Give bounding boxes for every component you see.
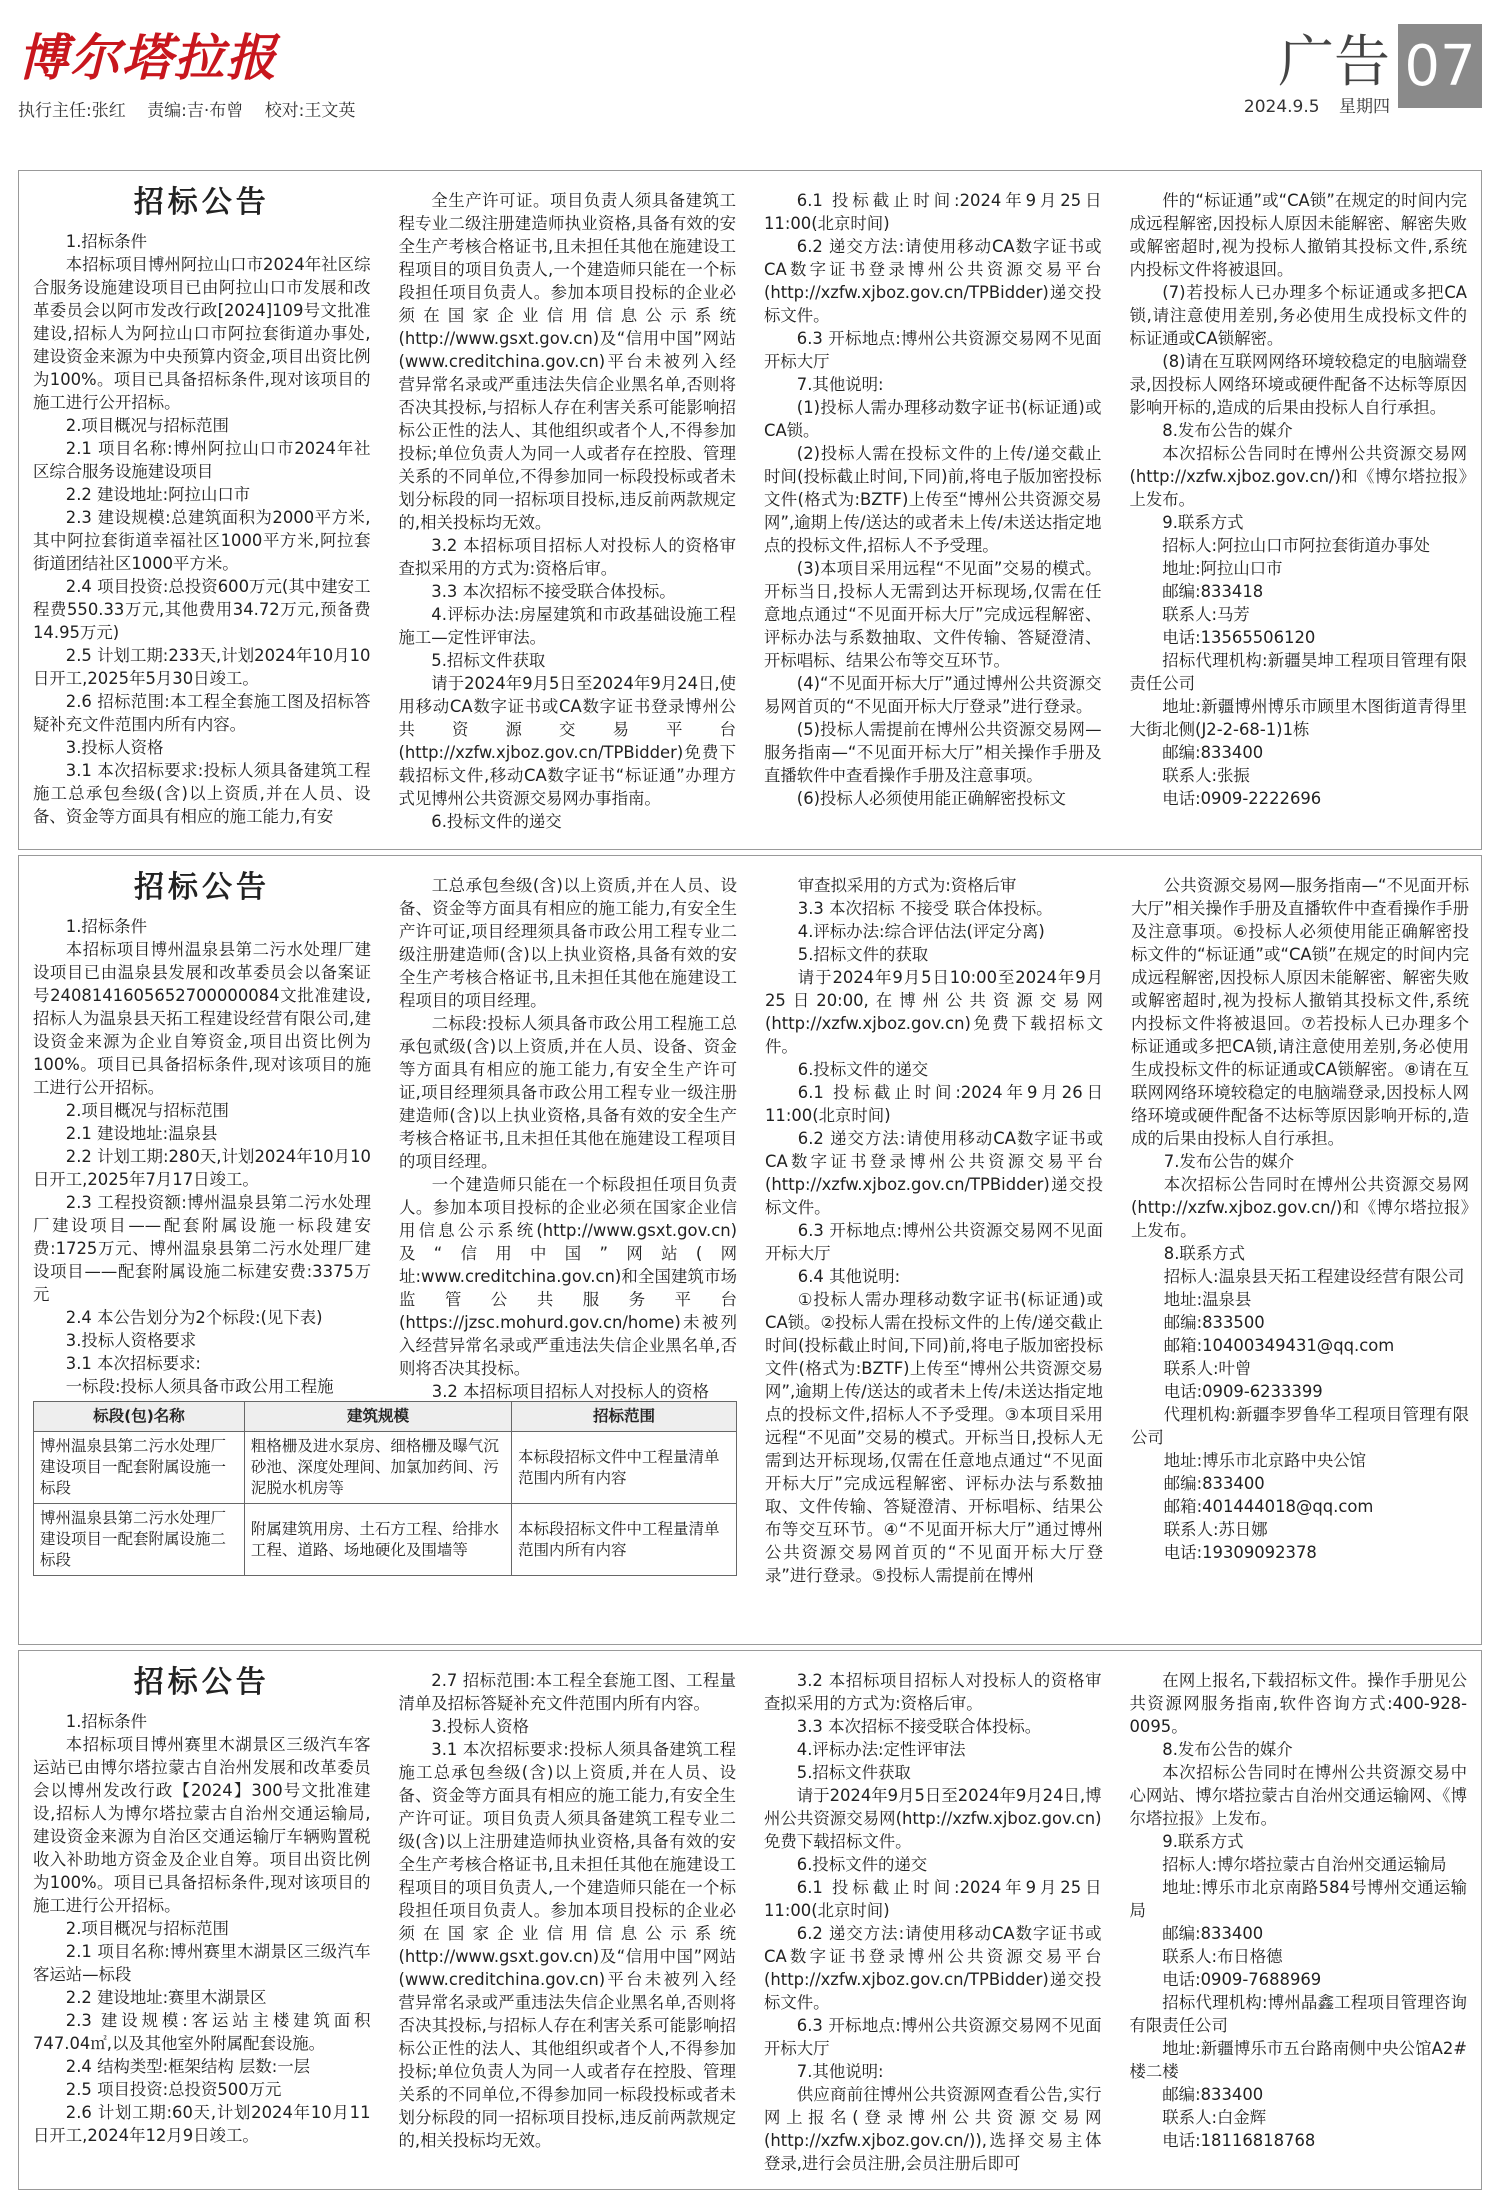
paragraph: 2.3 建设规模:客运站主楼建筑面积747.04㎡,以及其他室外附属配套设施。	[33, 2011, 371, 2053]
paragraph: (5)投标人需提前在博州公共资源交易网—服务指南—“不见面开标大厅”相关操作手册及直播软件中查看操作手册及注意事项。	[764, 720, 1102, 785]
paragraph: 1.招标条件	[65, 917, 147, 936]
paragraph: 3.1 本次招标要求:投标人须具备建筑工程施工总承包叁级(含)以上资质,并在人员、设备、资金等方面具有相应的施工能力,有安全生产许可证。项目负责人须具备建筑工程专业二级(含)以上注册建造师执业资格,具备有效的安全生产考核合格证书,且未担任其他在施建设工程项目的项目负责人,一个建造师只能在一个标段担任项目负责人。参加本项目投标的企业必须在国家企业信用信息公示系统(http://www.gsxt.gov.cn)及“信用中国”网站(www.creditchina.gov.cn)平台未被列入经营异常名录或严重违法失信企业黑名单,否则将否决其投标,与招标人存在利害关系可能影响招标公正性的法人、其他组织或者个人,不得参加投标;单位负责人为同一人或者存在控股、管理关系的不同单位,不得参加同一标段投标或者未划分标段的同一招标项目投标,违反前两款规定的,相关投标均无效。	[398, 1740, 736, 2150]
paragraph: 在网上报名,下载招标文件。操作手册见公共资源网服务指南,软件咨询方式:400-928-0095。	[1129, 1671, 1467, 1736]
tender-notice-1	[18, 170, 1482, 850]
credit-director: 执行主任:张红	[18, 101, 126, 121]
weekday: 星期四	[1339, 97, 1390, 117]
paragraph: 本招标项目博州温泉县第二污水处理厂建设项目已由温泉县发展和改革委员会以备案证号2408141605652700000084文批准建设,招标人为温泉县天拓工程建设经营有限公司,建设资金来源为企业自筹资金,项目出资比例为100%。项目已具备招标条件,现对该项目的施工进行公开招标。	[33, 940, 371, 1097]
paragraph: 2.3 工程投资额:博州温泉县第二污水处理厂建设项目——配套附属设施一标段建安费:1725万元、博州温泉县第二污水处理厂建设项目——配套附属设施二标建安费:3375万元	[33, 1193, 371, 1304]
paragraph: (1)投标人需办理移动数字证书(标证通)或CA锁。	[764, 398, 1102, 440]
paragraph: 公共资源交易网—服务指南—“不见面开标大厅”相关操作手册及直播软件中查看操作手册及注意事项。⑥投标人必须使用能正确解密投标文件的“标证通”或“CA锁”在规定的时间内完成远程解密,因投标人原因未能解密、解密失败或解密超时,视为投标人撤销其投标文件,系统内投标文件将被退回。⑦若投标人已办理多个标证通或多把CA锁,请注意使用差别,务必使用生成投标文件的标证通或CA锁解密。⑧请在互联网网络环境较稳定的电脑端登录,因投标人网络环境或硬件配备不达标等原因影响开标的,造成的后果由投标人自行承担。	[1131, 876, 1469, 1148]
paragraph: 6.1 投标截止时间:2024年9月26日11:00(北京时间)	[765, 1083, 1103, 1125]
paragraph: 本次招标公告同时在博州公共资源交易中心网站、博尔塔拉蒙古自治州交通运输网、《博尔塔拉报》上发布。	[1129, 1763, 1467, 1828]
paragraph: 2.3 建设规模:总建筑面积为2000平方米,其中阿拉套街道幸福社区1000平方米,阿拉套街道团结社区1000平方米。	[33, 508, 371, 573]
paragraph: 请于2024年9月5日10:00至2024年9月25日20:00,在博州公共资源交易网(http://xzfw.xjboz.gov.cn)免费下载招标文件。	[765, 968, 1103, 1056]
paragraph: 电话:0909-7688969	[1162, 1970, 1322, 1989]
lot-scale-cell: 粗格栅及进水泵房、细格栅及曝气沉砂池、深度处理间、加氯加药间、污泥脱水机房等	[244, 1432, 511, 1504]
paragraph: 2.1 项目名称:博州阿拉山口市2024年社区综合服务设施建设项目	[33, 439, 371, 481]
page-number: 07	[1398, 24, 1482, 108]
paragraph: 邮编:833500	[1163, 1313, 1265, 1332]
paragraph: 2.4 项目投资:总投资600万元(其中建安工程费550.33万元,其他费用34.72万元,预备费14.95万元)	[33, 577, 371, 642]
paragraph: 6.2 递交方法:请使用移动CA数字证书或CA数字证书登录博州公共资源交易平台(http://xzfw.xjboz.gov.cn/TPBidder)递交投标文件。	[764, 1924, 1102, 2012]
paragraph: 招标人:博尔塔拉蒙古自治州交通运输局	[1162, 1855, 1447, 1874]
paragraph: 电话:0909-6233399	[1163, 1382, 1323, 1401]
paragraph: 2.2 计划工期:280天,计划2024年10月10日开工,2025年7月17日竣工。	[33, 1147, 371, 1189]
paragraph: 5.招标文件获取	[796, 1763, 911, 1782]
paragraph: 邮箱:401444018@qq.com	[1163, 1497, 1374, 1516]
paragraph: 9.联系方式	[1162, 513, 1244, 532]
lot-table-header: 标段(包)名称	[34, 1402, 245, 1432]
lot-table-header: 建筑规模	[244, 1402, 511, 1432]
paragraph: 请于2024年9月5日至2024年9月24日,博州公共资源交易网(http://xzfw.xjboz.gov.cn)免费下载招标文件。	[764, 1786, 1102, 1851]
paragraph: ①投标人需办理移动数字证书(标证通)或CA锁。②投标人需在投标文件的上传/递交截止时间(投标截止时间,下同)前,将电子版加密投标文件(格式为:BZTF)上传至“博州公共资源交易网”,逾期上传/送达的或者未上传/未送达指定地点的投标文件,招标人不予受理。③本项目采用远程“不见面”交易的模式。开标当日,投标人无需到达开标现场,仅需在任意地点通过“不见面开标大厅”完成远程解密、评标办法与系数抽取、文件传输、答疑澄清、开标唱标、结果公布等交互环节。④“不见面开标大厅”通过博州公共资源交易网首页的“不见面开标大厅登录”进行登录。⑤投标人需提前在博州	[765, 1290, 1103, 1585]
notice-2-column-3	[751, 856, 1117, 1644]
lot-name-cell: 博州温泉县第二污水处理厂建设项目一配套附属设施二标段	[34, 1504, 245, 1576]
paragraph: 工总承包叁级(含)以上资质,并在人员、设备、资金等方面具有相应的施工能力,有安全生产许可证,项目经理须具备市政公用工程专业二级注册建造师(含)以上执业资格,具备有效的安全生产考核合格证书,且未担任其他在施建设工程项目的项目经理。	[399, 876, 737, 1010]
paragraph: 7.发布公告的媒介	[1163, 1152, 1295, 1171]
paragraph: 1.招标条件	[65, 232, 147, 251]
paragraph: 4.评标办法:综合评估法(评定分离)	[797, 922, 1045, 941]
notice-2-column-2	[385, 856, 751, 1401]
paragraph: 2.1 建设地址:温泉县	[65, 1124, 218, 1143]
notice-title: 招标公告	[134, 870, 270, 905]
paragraph: 本招标项目博州赛里木湖景区三级汽车客运站已由博尔塔拉蒙古自治州发展和改革委员会以博州发改行政【2024】300号文批准建设,招标人为博尔塔拉蒙古自治州交通运输局,建设资金来源为自治区交通运输厅车辆购置税收入补助地方资金及企业自筹。项目出资比例为100%。项目已具备招标条件,现对该项目的施工进行公开招标。	[33, 1735, 371, 1915]
paragraph: 3.投标人资格	[65, 738, 164, 757]
paragraph: 电话:18116818768	[1162, 2131, 1316, 2150]
paragraph: 2.2 建设地址:赛里木湖景区	[65, 1988, 267, 2007]
paragraph: 2.7 招标范围:本工程全套施工图、工程量清单及招标答疑补充文件范围内所有内容。	[398, 1671, 736, 1713]
paragraph: 3.1 本次招标要求:投标人须具备建筑工程施工总承包叁级(含)以上资质,并在人员、设备、资金等方面具有相应的施工能力,有安	[33, 761, 371, 826]
paragraph: 审查拟采用的方式为:资格后审	[797, 876, 1017, 895]
paragraph: 7.其他说明:	[796, 375, 884, 394]
notice-title: 招标公告	[133, 1665, 270, 1700]
paragraph: 2.4 本公告划分为2个标段:(见下表)	[65, 1308, 323, 1327]
paragraph: 2.5 计划工期:233天,计划2024年10月10日开工,2025年5月30日竣工。	[33, 646, 371, 688]
paragraph: 3.2 本招标项目招标人对投标人的资格审查拟采用的方式为:资格后审。	[764, 1671, 1102, 1713]
paragraph: 3.投标人资格	[431, 1717, 529, 1736]
paragraph: 7.其他说明:	[796, 2062, 884, 2081]
paragraph: 5.招标文件获取	[431, 651, 546, 670]
paragraph: 地址:博乐市北京路中央公馆	[1163, 1451, 1367, 1470]
paragraph: 联系人:叶曾	[1163, 1359, 1252, 1378]
paragraph: 3.投标人资格要求	[65, 1331, 197, 1350]
notice-3-column-2	[385, 1651, 751, 2189]
lot-scale-cell: 附属建筑用房、土石方工程、给排水工程、道路、场地硬化及围墙等	[244, 1504, 511, 1576]
paragraph: 邮编:833400	[1163, 1474, 1265, 1493]
paragraph: 二标段:投标人须具备市政公用工程施工总承包贰级(含)以上资质,并在人员、设备、资金等方面具有相应的施工能力,有安全生产许可证,项目经理须具备市政公用工程专业一级注册建造师(含)以上执业资格,具备有效的安全生产考核合格证书,且未担任其他在施建设工程项目的项目经理。	[399, 1014, 737, 1171]
paragraph: 联系人:白金辉	[1162, 2108, 1267, 2127]
issue-date	[1230, 92, 1390, 117]
paragraph: (8)请在互联网网络环境较稳定的电脑端登录,因投标人网络环境或硬件配备不达标等原因影响开标的,造成的后果由投标人自行承担。	[1129, 352, 1467, 417]
paragraph: 邮编:833418	[1162, 582, 1264, 601]
paragraph: 件的“标证通”或“CA锁”在规定的时间内完成远程解密,因投标人原因未能解密、解密失败或解密超时,视为投标人撤销其投标文件,系统内投标文件将被退回。	[1129, 191, 1467, 279]
paragraph: 8.发布公告的媒介	[1162, 421, 1293, 440]
paragraph: 4.评标办法:房屋建筑和市政基础设施工程施工—定性评审法。	[398, 605, 736, 647]
paragraph: 3.2 本招标项目招标人对投标人的资格审查拟采用的方式为:资格后审。	[398, 536, 736, 578]
paragraph: (4)“不见面开标大厅”通过博州公共资源交易网首页的“不见面开标大厅登录”进行登录。	[764, 674, 1102, 716]
paragraph: 3.1 本次招标要求:	[65, 1354, 201, 1373]
credit-proofreader: 校对:王文英	[264, 101, 356, 121]
paragraph: 招标代理机构:新疆昊坤工程项目管理有限责任公司	[1129, 651, 1467, 693]
notice-1-column-1	[19, 171, 385, 849]
paragraph: 请于2024年9月5日至2024年9月24日,使用移动CA数字证书或CA数字证书登录博州公共资源交易平台(http://xzfw.xjboz.gov.cn/TPBidder)免费下载招标文件,移动CA数字证书“标证通”办理方式见博州公共资源交易网办事指南。	[398, 674, 736, 808]
paragraph: 本次招标公告同时在博州公共资源交易网(http://xzfw.xjboz.gov.cn/)和《博尔塔拉报》上发布。	[1129, 444, 1467, 509]
notice-1-column-2	[385, 171, 751, 849]
paragraph: 地址:阿拉山口市	[1162, 559, 1283, 578]
paragraph: 邮编:833400	[1162, 1924, 1264, 1943]
paragraph: 2.项目概况与招标范围	[65, 1101, 229, 1120]
paragraph: 地址:博乐市北京南路584号博州交通运输局	[1129, 1878, 1467, 1920]
tender-notice-2	[18, 855, 1482, 1645]
paragraph: 3.3 本次招标不接受联合体投标。	[431, 582, 676, 601]
paragraph: 6.2 递交方法:请使用移动CA数字证书或CA数字证书登录博州公共资源交易平台(http://xzfw.xjboz.gov.cn/TPBidder)递交投标文件。	[764, 237, 1102, 325]
notice-1-col-1-body	[33, 230, 371, 828]
lot-table-wrapper	[19, 1401, 751, 1644]
lot-table-header-row	[34, 1402, 737, 1432]
paragraph: 邮编:833400	[1162, 2085, 1264, 2104]
paragraph: 2.4 结构类型:框架结构 层数:一层	[65, 2057, 311, 2076]
paragraph: 本次招标公告同时在博州公共资源交易网(http://xzfw.xjboz.gov.cn/)和《博尔塔拉报》上发布。	[1131, 1175, 1469, 1240]
paragraph: 2.项目概况与招标范围	[65, 416, 229, 435]
paragraph: 地址:新疆博州博乐市顾里木图街道青得里大街北侧(J2-2-68-1)1栋	[1129, 697, 1467, 739]
paragraph: 2.5 项目投资:总投资500万元	[65, 2080, 282, 2099]
paragraph: 2.6 招标范围:本工程全套施工图及招标答疑补充文件范围内所有内容。	[33, 692, 371, 734]
paragraph: 6.3 开标地点:博州公共资源交易网不见面开标大厅	[764, 329, 1102, 371]
paragraph: 一个建造师只能在一个标段担任项目负责人。参加本项目投标的企业必须在国家企业信用信息公示系统(http://www.gsxt.gov.cn)及“信用中国”网站(网址:www.creditchina.gov.cn)和全国建筑市场监管公共服务平台(https://jzsc.mohurd.gov.cn/home)未被列入经营异常名录或严重违法失信企业黑名单,否则将否决其投标。	[399, 1175, 737, 1378]
paragraph: (7)若投标人已办理多个标证通或多把CA锁,请注意使用差别,务必使用生成投标文件的标证通或CA锁解密。	[1129, 283, 1467, 348]
paragraph: 电话:19309092378	[1163, 1543, 1317, 1562]
paragraph: 联系人:张振	[1162, 766, 1250, 785]
notice-3-column-1	[19, 1651, 385, 2189]
paragraph: 联系人:布日格德	[1162, 1947, 1283, 1966]
paragraph: (2)投标人需在投标文件的上传/递交截止时间(投标截止时间,下同)前,将电子版加密投标文件(格式为:BZTF)上传至“博州公共资源交易网”,逾期上传/送达的或者未上传/未送达指定地点的投标文件,招标人不予受理。	[764, 444, 1102, 555]
paragraph: 3.3 本次招标 不接受 联合体投标。	[797, 899, 1053, 918]
newspaper-logo: 博尔塔拉报	[18, 28, 278, 87]
paragraph: 6.投标文件的递交	[431, 812, 562, 831]
editor-credits	[18, 96, 371, 121]
paragraph: 电话:13565506120	[1162, 628, 1316, 647]
paragraph: 代理机构:新疆李罗鲁华工程项目管理有限公司	[1131, 1405, 1469, 1447]
paragraph: 电话:0909-2222696	[1162, 789, 1322, 808]
lot-scope-cell: 本标段招标文件中工程量清单范围内所有内容	[512, 1504, 737, 1576]
paragraph: 2.1 项目名称:博州赛里木湖景区三级汽车客运站—标段	[33, 1942, 371, 1984]
paragraph: 2.6 计划工期:60天,计划2024年10月11日开工,2024年12月9日竣工。	[33, 2103, 371, 2145]
paragraph: 地址:新疆博乐市五台路南侧中央公馆A2#楼二楼	[1129, 2039, 1467, 2081]
paragraph: 2.2 建设地址:阿拉山口市	[65, 485, 251, 504]
notice-2-column-1	[19, 856, 385, 1401]
paragraph: 9.联系方式	[1162, 1832, 1244, 1851]
notice-3-col-1-body	[33, 1710, 371, 2147]
paragraph: 3.3 本次招标不接受联合体投标。	[796, 1717, 1042, 1736]
paragraph: 招标人:温泉县天拓工程建设经营有限公司	[1163, 1267, 1465, 1286]
lot-scope-cell: 本标段招标文件中工程量清单范围内所有内容	[512, 1432, 737, 1504]
paragraph: 全生产许可证。项目负责人须具备建筑工程专业二级注册建造师执业资格,具备有效的安全生产考核合格证书,且未担任其他在施建设工程项目的项目负责人,一个建造师只能在一个标段担任项目负责人。参加本项目投标的企业必须在国家企业信用信息公示系统(http://www.gsxt.gov.cn)及“信用中国”网站(www.creditchina.gov.cn)平台未被列入经营异常名录或严重违法失信企业黑名单,否则将否决其投标,与招标人存在利害关系可能影响招标公正性的法人、其他组织或者个人,不得参加投标;单位负责人为同一人或者存在控股、管理关系的不同单位,不得参加同一标段投标或者未划分标段的同一招标项目投标,违反前两款规定的,相关投标均无效。	[398, 191, 736, 532]
paragraph: 供应商前往博州公共资源网查看公告,实行网上报名(登录博州公共资源交易网(http://xzfw.xjboz.gov.cn/)),选择交易主体登录,进行会员注册,会员注册后即可	[764, 2085, 1102, 2173]
notice-2-col-1-body	[33, 915, 371, 1398]
paragraph: 4.评标办法:定性评审法	[796, 1740, 966, 1759]
paragraph: 5.招标文件的获取	[797, 945, 929, 964]
paragraph: 本招标项目博州阿拉山口市2024年社区综合服务设施建设项目已由阿拉山口市发展和改革委员会以阿市发改行政[2024]109号文批准建设,招标人为阿拉山口市阿拉套街道办事处,建设资金来源为中央预算内资金,项目出资比例为100%。项目已具备招标条件,现对该项目的施工进行公开招标。	[33, 255, 371, 412]
paragraph: 招标代理机构:博州晶鑫工程项目管理咨询有限责任公司	[1129, 1993, 1467, 2035]
paragraph: 6.1 投标截止时间:2024年9月25日11:00(北京时间)	[764, 191, 1102, 233]
paragraph: 3.2 本招标项目招标人对投标人的资格	[431, 1382, 709, 1401]
masthead	[0, 0, 1500, 130]
table-row	[34, 1432, 737, 1504]
paragraph: 招标人:阿拉山口市阿拉套街道办事处	[1162, 536, 1431, 555]
paragraph: (6)投标人必须使用能正确解密投标文	[796, 789, 1066, 808]
paragraph: 1.招标条件	[65, 1712, 147, 1731]
date: 2024.9.5	[1243, 97, 1320, 117]
notice-title: 招标公告	[133, 185, 270, 220]
paragraph: 2.项目概况与招标范围	[65, 1919, 229, 1938]
lot-table-header: 招标范围	[512, 1402, 737, 1432]
paragraph: 6.4 其他说明:	[797, 1267, 901, 1286]
paragraph: 8.发布公告的媒介	[1162, 1740, 1293, 1759]
notice-1-column-3	[750, 171, 1116, 849]
paragraph: 邮箱:10400349431@qq.com	[1163, 1336, 1395, 1355]
notice-3-column-3	[750, 1651, 1116, 2189]
lot-name-cell: 博州温泉县第二污水处理厂建设项目一配套附属设施一标段	[34, 1432, 245, 1504]
paragraph: (3)本项目采用远程“不见面”交易的模式。开标当日,投标人无需到达开标现场,仅需在任意地点通过“不见面开标大厅”完成远程解密、评标办法与系数抽取、文件传输、答疑澄清、开标唱标、结果公布等交互环节。	[764, 559, 1102, 670]
paragraph: 联系人:苏日娜	[1163, 1520, 1268, 1539]
paragraph: 邮编:833400	[1162, 743, 1264, 762]
paragraph: 6.2 递交方法:请使用移动CA数字证书或CA数字证书登录博州公共资源交易平台(http://xzfw.xjboz.gov.cn/TPBidder)递交投标文件。	[765, 1129, 1103, 1217]
credit-editor: 责编:吉·布曾	[147, 101, 244, 121]
notice-3-column-4	[1116, 1651, 1482, 2189]
paragraph: 联系人:马芳	[1162, 605, 1250, 624]
lot-table	[33, 1401, 737, 1576]
paragraph: 6.3 开标地点:博州公共资源交易网不见面开标大厅	[764, 2016, 1102, 2058]
table-row	[34, 1504, 737, 1576]
paragraph: 一标段:投标人须具备市政公用工程施	[65, 1377, 334, 1396]
notice-2-column-4	[1117, 856, 1482, 1644]
paragraph: 8.联系方式	[1163, 1244, 1245, 1263]
paragraph: 6.1 投标截止时间:2024年9月25日11:00(北京时间)	[764, 1878, 1102, 1920]
paragraph: 6.投标文件的递交	[797, 1060, 929, 1079]
paragraph: 6.投标文件的递交	[796, 1855, 928, 1874]
section-title: 广告	[1278, 30, 1390, 95]
tender-notice-3	[18, 1650, 1482, 2190]
paragraph: 6.3 开标地点:博州公共资源交易网不见面开标大厅	[765, 1221, 1103, 1263]
paragraph: 地址:温泉县	[1163, 1290, 1252, 1309]
notice-1-column-4	[1116, 171, 1482, 849]
